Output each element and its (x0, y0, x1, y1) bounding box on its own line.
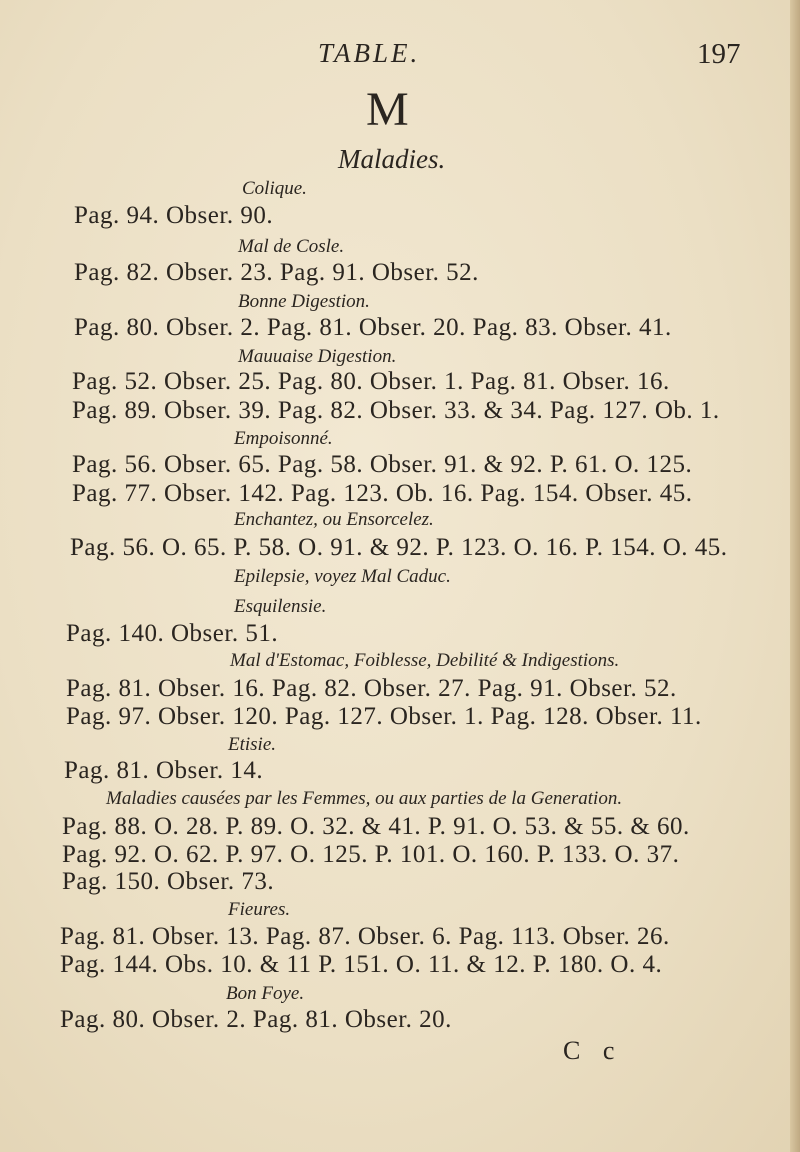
reference-line: Pag. 89. Obser. 39. Pag. 82. Obser. 33. & 34. Pag. 127. Ob. 1. (72, 397, 720, 424)
reference-line: Pag. 81. Obser. 13. Pag. 87. Obser. 6. Pag. 113. Obser. 26. (60, 923, 670, 950)
subheading-mal-de-coste: Mal de Cosle. (238, 236, 345, 257)
reference-line: Pag. 81. Obser. 14. (64, 757, 264, 784)
subheading-mal-d-estomac: Mal d'Estomac, Foiblesse, Debilité & Indigestions. (230, 650, 620, 671)
subheading-colique: Colique. (242, 178, 307, 199)
subheading-bonne-digestion: Bonne Digestion. (238, 291, 370, 312)
subheading-maladies-femmes: Maladies causées par les Femmes, ou aux parties de la Generation. (106, 788, 623, 809)
reference-line: Pag. 92. O. 62. P. 97. O. 125. P. 101. O. 160. P. 133. O. 37. (62, 841, 680, 868)
reference-line: Pag. 150. Obser. 73. (62, 868, 275, 895)
reference-line: Pag. 56. Obser. 65. Pag. 58. Obser. 91. & 92. P. 61. O. 125. (72, 451, 693, 478)
signature-mark: C c (563, 1036, 623, 1065)
reference-line: Pag. 77. Obser. 142. Pag. 123. Ob. 16. Pag. 154. Obser. 45. (72, 480, 693, 507)
reference-line: Pag. 144. Obs. 10. & 11 P. 151. O. 11. & 12. P. 180. O. 4. (60, 951, 663, 978)
subheading-enchantez: Enchantez, ou Ensorcelez. (234, 509, 434, 530)
reference-line: Pag. 88. O. 28. P. 89. O. 32. & 41. P. 91. O. 53. & 55. & 60. (62, 813, 690, 840)
running-header-title: TABLE. (318, 38, 421, 68)
subheading-bon-foye: Bon Foye. (226, 983, 305, 1004)
reference-line: Pag. 140. Obser. 51. (66, 620, 279, 647)
subheading-empoisonne: Empoisonné. (234, 428, 333, 449)
reference-line: Pag. 52. Obser. 25. Pag. 80. Obser. 1. Pag. 81. Obser. 16. (72, 368, 670, 395)
page-edge (790, 0, 800, 1152)
reference-line: Pag. 82. Obser. 23. Pag. 91. Obser. 52. (74, 259, 479, 286)
reference-line: Pag. 56. O. 65. P. 58. O. 91. & 92. P. 123. O. 16. P. 154. O. 45. (70, 534, 728, 561)
section-title: Maladies. (338, 144, 446, 174)
reference-line: Pag. 97. Obser. 120. Pag. 127. Obser. 1. Pag. 128. Obser. 11. (66, 703, 702, 730)
reference-line: Pag. 80. Obser. 2. Pag. 81. Obser. 20. (60, 1006, 452, 1033)
subheading-etisie: Etisie. (228, 734, 277, 755)
section-letter: M (366, 83, 409, 136)
subheading-esquilensie: Esquilensie. (234, 596, 327, 617)
subheading-fieures: Fieures. (228, 899, 291, 920)
page-number: 197 (697, 38, 741, 70)
reference-line: Pag. 94. Obser. 90. (74, 202, 274, 229)
subheading-epilepsie: Epilepsie, voyez Mal Caduc. (234, 566, 451, 587)
subheading-mauuaise-digestion: Mauuaise Digestion. (238, 346, 397, 367)
reference-line: Pag. 80. Obser. 2. Pag. 81. Obser. 20. Pag. 83. Obser. 41. (74, 314, 672, 341)
reference-line: Pag. 81. Obser. 16. Pag. 82. Obser. 27. Pag. 91. Obser. 52. (66, 675, 677, 702)
